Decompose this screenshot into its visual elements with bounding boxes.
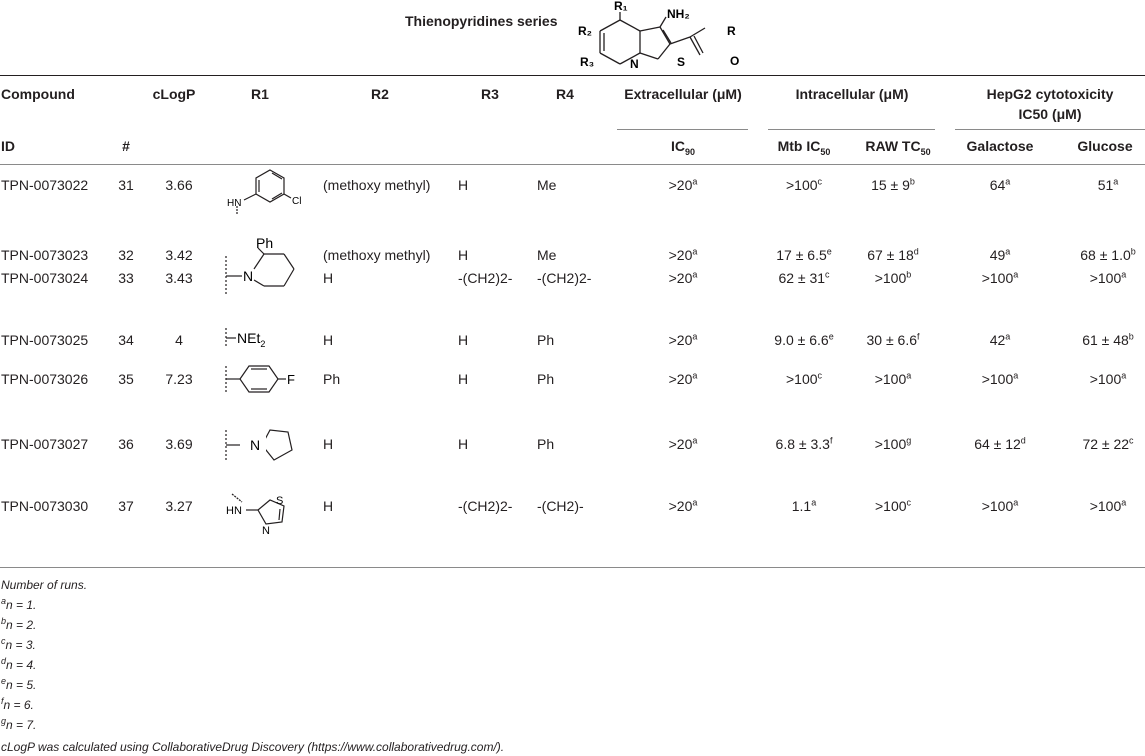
cell-r3: H (458, 436, 469, 452)
header-intracellular: Intracellular (μM) (795, 86, 909, 102)
cell-gal: $>100^a$ (981, 269, 1019, 286)
cell-id: TPN-0073025 (1, 332, 89, 348)
cell-ic90: $>20^a$ (668, 435, 698, 452)
cell-gal: 64$^a$ (989, 176, 1011, 193)
cell-r4: Me (537, 177, 557, 193)
cell-id: TPN-0073024 (1, 270, 89, 286)
r1-cl-label: Cl (292, 196, 302, 207)
cell-glu: $>100^a$ (1089, 497, 1127, 514)
footnote-f: $^f$n = 6. (1, 696, 34, 712)
cell-clogp: 4 (175, 332, 183, 348)
header-hepg2-line1: HepG2 cytotoxicity (986, 86, 1114, 102)
cell-r3: H (458, 177, 469, 193)
r1-structure-thiazolylamino (222, 490, 307, 540)
cell-r4: Ph (537, 332, 555, 348)
r1-thiazole-hn-label: HN (226, 505, 242, 517)
footnote-c: $^c$n = 3. (1, 636, 36, 652)
table-bottom-rule (0, 567, 1145, 568)
cell-num: 37 (118, 498, 134, 514)
cell-ic90: $>20^a$ (668, 269, 698, 286)
series-title: Thienopyridines series (405, 13, 558, 29)
r1-thiazole-s-label: S (276, 495, 284, 507)
footnote-b: $^b$n = 2. (1, 616, 37, 632)
r1-structure-3-chloroanilino (222, 166, 307, 216)
scaffold-nh2-label: NH₂ (667, 7, 690, 21)
cell-glu: $>100^a$ (1089, 269, 1127, 286)
cell-r3: H (458, 247, 469, 263)
header-num: # (122, 138, 130, 154)
cell-num: 34 (118, 332, 134, 348)
header-ic90: $IC_{90}$ (670, 138, 696, 157)
cell-r2: H (323, 270, 334, 286)
header-raw-tc50: RAW $TC_{50}$ (865, 138, 931, 157)
cell-gal: $64 \pm 12^d$ (974, 435, 1026, 452)
header-r1: R1 (251, 86, 269, 102)
cell-mtb: $62 \pm 31^c$ (778, 269, 830, 286)
cell-mtb: 9.0 ± 6.6$^e$ (774, 331, 834, 348)
cell-r3: -(CH2)2- (458, 270, 513, 286)
cell-ic90: $>20^a$ (668, 370, 698, 387)
cell-raw: $>100^a$ (874, 370, 912, 387)
scaffold-structure (570, 0, 760, 75)
cell-mtb: 1.1$^a$ (791, 497, 817, 514)
cell-glu: 68 ± 1.0$^b$ (1080, 246, 1136, 263)
cell-raw: $>100^b$ (874, 269, 912, 286)
cell-mtb: 17 ± 6.5$^e$ (776, 246, 832, 263)
footnote-clogp: cLogP was calculated using CollaborativeDrug Discovery (https://www.collaborativedrug.com/). (1, 740, 505, 754)
cell-raw: $>100^c$ (874, 497, 912, 514)
header-r4: R4 (556, 86, 574, 102)
cell-raw: $67 \pm 18^d$ (867, 246, 919, 263)
cell-r3: H (458, 332, 469, 348)
cell-r4: -(CH2)- (537, 498, 584, 514)
cell-num: 36 (118, 436, 134, 452)
header-id: ID (1, 138, 15, 154)
cell-gal: $>100^a$ (981, 497, 1019, 514)
cell-num: 35 (118, 371, 134, 387)
cell-clogp: 3.69 (165, 436, 193, 452)
header-mtb-ic50: Mtb $IC_{50}$ (777, 138, 831, 157)
r1-structure-2-phenylpiperidinyl (222, 236, 307, 300)
header-clogp: cLogP (152, 86, 196, 102)
r1-ph-label: Ph (256, 236, 274, 251)
cell-mtb: 6.8 ± 3.3$^f$ (775, 435, 833, 452)
cell-ic90: $>20^a$ (668, 176, 698, 193)
cell-clogp: 3.27 (165, 498, 193, 514)
cell-glu: $>100^a$ (1089, 370, 1127, 387)
cell-glu: $61 \pm 48^b$ (1082, 331, 1134, 348)
footnote-a: $^a$n = 1. (1, 596, 37, 612)
cell-raw: 30 ± 6.6$^f$ (866, 331, 920, 348)
footnote-g: $^g$n = 7. (1, 716, 37, 732)
footnote-e: $^e$n = 5. (1, 676, 37, 692)
cell-num: 33 (118, 270, 134, 286)
scaffold-s-label: S (677, 55, 686, 69)
r1-structure-4-fluorophenyl (222, 358, 307, 400)
cell-gal: 42$^a$ (989, 331, 1011, 348)
cell-glu: $72 \pm 22^c$ (1082, 435, 1134, 452)
cell-r4: Ph (537, 371, 555, 387)
cell-r2: (methoxy methyl) (323, 247, 431, 263)
cell-id: TPN-0073022 (1, 177, 89, 193)
r1-hn-label: HN (227, 198, 242, 209)
cell-clogp: 3.42 (165, 247, 193, 263)
hepg2-underline (955, 129, 1145, 130)
extracellular-underline (617, 129, 748, 130)
cell-r2: Ph (323, 371, 341, 387)
r1-structure-diethylamino (222, 326, 307, 356)
r1-pyrrolidine-n-label: N (250, 437, 261, 453)
cell-id: TPN-0073030 (1, 498, 89, 514)
cell-r4: Ph (537, 436, 555, 452)
cell-num: 31 (118, 177, 134, 193)
scaffold-o-label: O (730, 54, 740, 68)
cell-clogp: 3.66 (165, 177, 193, 193)
cell-r2: H (323, 498, 334, 514)
cell-mtb: $>100^c$ (785, 176, 823, 193)
scaffold-r3-label: R₃ (580, 55, 595, 69)
cell-r2: H (323, 436, 334, 452)
header-extracellular: Extracellular (μM) (624, 86, 742, 102)
r1-thiazole-n-label: N (262, 525, 270, 537)
footnote-d: $^d$n = 4. (1, 656, 37, 672)
cell-ic90: $>20^a$ (668, 331, 698, 348)
cell-id: TPN-0073026 (1, 371, 89, 387)
cell-id: TPN-0073027 (1, 436, 89, 452)
scaffold-n-label: N (630, 57, 639, 71)
cell-gal: 49$^a$ (989, 246, 1011, 263)
table-top-rule (0, 75, 1145, 76)
cell-r3: H (458, 371, 469, 387)
scaffold-r2-label: R₂ (578, 24, 592, 38)
r1-net2-label: NEt$_2$ (237, 330, 266, 349)
cell-r2: (methoxy methyl) (323, 177, 431, 193)
footnote-runs: Number of runs. (1, 578, 88, 592)
scaffold-r1-label: R₁ (614, 0, 628, 13)
cell-gal: $>100^a$ (981, 370, 1019, 387)
r1-f-label: F (287, 372, 295, 387)
header-hepg2-line2: IC50 (μM) (1018, 106, 1082, 122)
cell-id: TPN-0073023 (1, 247, 89, 263)
r1-n-label: N (243, 268, 254, 284)
cell-mtb: $>100^c$ (785, 370, 823, 387)
cell-raw: $>100^g$ (874, 435, 912, 452)
cell-glu: 51$^a$ (1097, 176, 1119, 193)
r1-structure-pyrrolidinyl (222, 420, 307, 470)
cell-num: 32 (118, 247, 134, 263)
cell-r4: -(CH2)2- (537, 270, 592, 286)
cell-raw: $15 \pm 9^b$ (871, 176, 915, 193)
cell-ic90: $>20^a$ (668, 246, 698, 263)
cell-r2: H (323, 332, 334, 348)
header-r2: R2 (371, 86, 389, 102)
scaffold-r-label: R (727, 24, 736, 38)
cell-clogp: 3.43 (165, 270, 193, 286)
cell-r3: -(CH2)2- (458, 498, 513, 514)
header-r3: R3 (481, 86, 499, 102)
header-galactose: Galactose (966, 138, 1034, 154)
cell-r4: Me (537, 247, 557, 263)
intracellular-underline (768, 129, 935, 130)
cell-clogp: 7.23 (165, 371, 193, 387)
header-glucose: Glucose (1077, 138, 1133, 154)
header-bottom-rule (0, 164, 1145, 165)
cell-ic90: $>20^a$ (668, 497, 698, 514)
header-compound: Compound (1, 86, 75, 102)
